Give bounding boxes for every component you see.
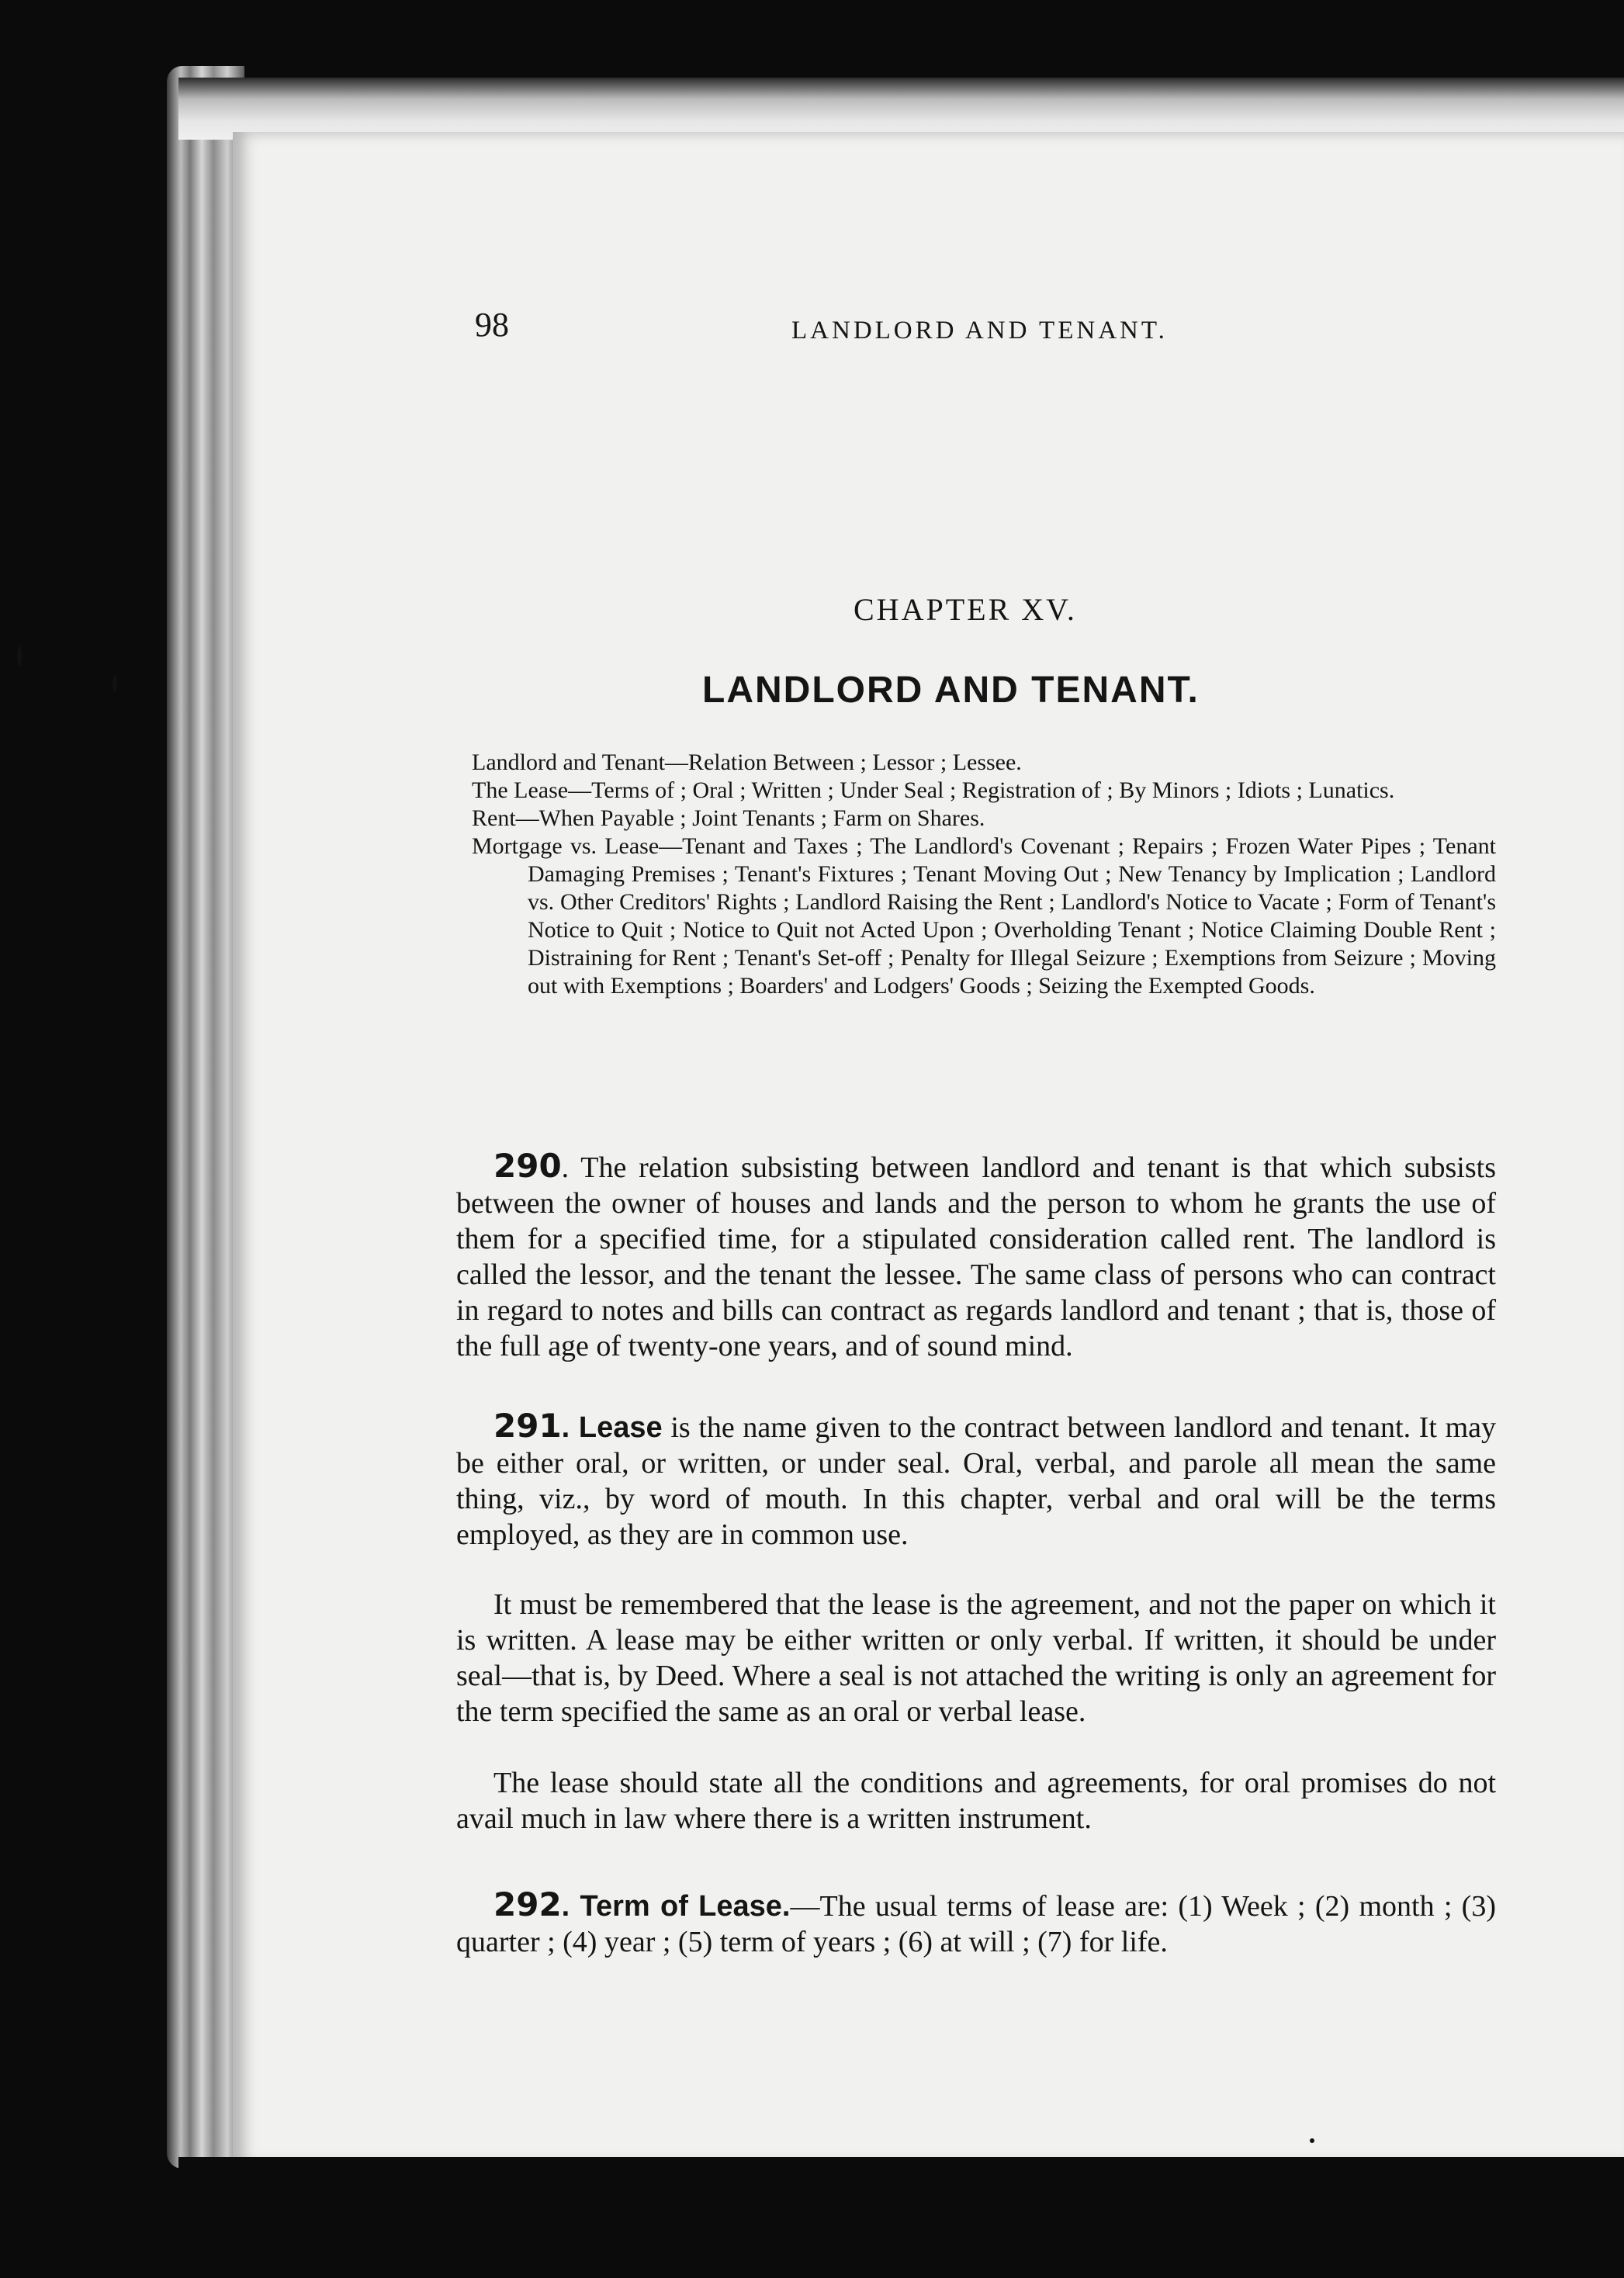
synopsis-item: Mortgage vs. Lease—Tenant and Taxes ; The Landlord's Covenant ; Repairs ; Frozen Water Pipes ; Tenant Damaging Premises ; Tenant's Fixtures ; Tenant Moving Out ; New Tenancy by Implication ; Landlord vs. Other Creditors' Rights ; Landlord Raising the Rent ; Landlord's Notice to Vacate ; Form of Tenant's Notice to Quit ; Notice to Quit not Acted Upon ; Overholding Tenant ; Notice Claiming Double Rent ; Distraining for Rent ; Tenant's Set-off ; Penalty for Illegal Seizure ; Exemptions from Seizure ; Moving out with Exemptions ; Boarders' and Lodgers' Goods ; Seizing the Exempted Goods. — [472, 833, 1496, 999]
bottom-shadow — [178, 2157, 1624, 2278]
chapter-synopsis — [472, 749, 1496, 1000]
page-speck — [1310, 2138, 1314, 2143]
chapter-label: CHAPTER XV. — [854, 592, 1077, 627]
section-291 — [456, 1408, 1496, 1553]
synopsis-item: The Lease—Terms of ; Oral ; Written ; Under Seal ; Registration of ; By Minors ; Idiots ; Lunatics. — [472, 777, 1395, 803]
section-text: —The usual terms of lease are: (1) Week ; (2) month ; (3) quarter ; (4) year ; (5) term of years ; (6) at will ; (7) for life. — [456, 1890, 1496, 1958]
section-290 — [456, 1148, 1496, 1364]
section-text: . The relation subsisting between landlord and tenant is that which subsists between the owner of houses and lands and the person to whom he grants the use of them for a specified time, for a stipulated consideration called rent. The landlord is called the lessor, and the tenant the lessee. The same class of persons who can contract in regard to notes and bills can contract as regards landlord and tenant ; that is, those of the full age of twenty-one years, and of sound mind. — [456, 1151, 1496, 1362]
chapter-title: LANDLORD AND TENANT. — [702, 670, 1200, 711]
synopsis-item: Landlord and Tenant—Relation Between ; Lessor ; Lessee. — [472, 750, 1022, 775]
page-number: 98 — [475, 306, 509, 344]
section-lead: . Term of Lease. — [561, 1890, 791, 1923]
running-head: LANDLORD AND TENANT. — [791, 317, 1168, 344]
margin-mark — [113, 675, 117, 692]
section-lead: . Lease — [561, 1411, 663, 1444]
section-291-paragraph-3: The lease should state all the conditions and agreements, for oral promises do not avail much in law where there is a written instrument. — [456, 1767, 1496, 1835]
section-292 — [456, 1887, 1496, 1960]
section-291-paragraph-2: It must be remembered that the lease is the agreement, and not the paper on which it is written. A lease may be either written or only verbal. If written, it should be under seal—that is, by Deed. Where a seal is not attached the writing is only an agreement for the term specified the same as an oral or verbal lease. — [456, 1588, 1496, 1728]
section-number: 292 — [493, 1885, 562, 1923]
section-text: is the name given to the contract between landlord and tenant. It may be either oral, or written, or under seal. Oral, verbal, and parole all mean the same thing, viz., by word of mouth. In this chapter, verbal and oral will be the terms employed, as they are in common use. — [456, 1411, 1496, 1551]
book-top-edge — [178, 78, 1624, 140]
section-number: 290 — [493, 1147, 562, 1185]
synopsis-item: Rent—When Payable ; Joint Tenants ; Farm on Shares. — [472, 805, 985, 831]
margin-mark — [17, 646, 22, 667]
section-number: 291 — [493, 1407, 562, 1445]
